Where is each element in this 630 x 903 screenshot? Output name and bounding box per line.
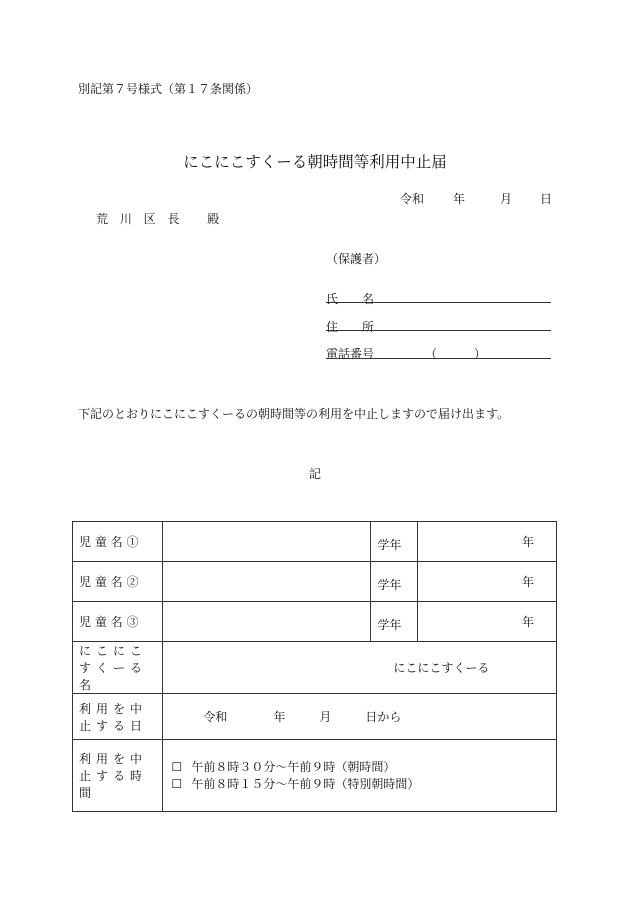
stop-date-field[interactable] — [163, 694, 557, 740]
option-special-morning — [171, 776, 550, 793]
phone-paren-close: ） — [474, 347, 487, 361]
address-field[interactable] — [326, 330, 551, 331]
stop-date-label: 利用を中止する日 — [73, 694, 163, 740]
option-morning — [171, 759, 550, 776]
child-name-field-3[interactable] — [163, 602, 371, 642]
grade-label-1: 学年 — [371, 522, 418, 562]
stop-date-row — [73, 694, 557, 740]
child-label-3: 児 童 名 ③ — [73, 602, 163, 642]
child-label-2: 児 童 名 ② — [73, 562, 163, 602]
child-name-field-1[interactable] — [163, 522, 371, 562]
date-month: 月 — [500, 192, 513, 206]
stop-time-label: 利用を中止する時間 — [73, 740, 163, 812]
application-table — [72, 521, 557, 812]
grade-field-2[interactable]: 年 — [417, 562, 556, 602]
date-era: 令和 — [400, 192, 425, 206]
ki-heading: 記 — [309, 467, 322, 481]
form-reference: 別記第７号様式（第１７条関係） — [78, 82, 259, 96]
grade-label-3: 学年 — [371, 602, 418, 642]
school-label: にこにこすくーる名 — [73, 642, 163, 694]
phone-label: 電話番号 — [326, 347, 375, 361]
stop-time-options — [163, 740, 557, 812]
guardian-heading: （保護者） — [326, 252, 387, 266]
address-label: 住 所 — [326, 320, 375, 334]
child-label-1: 児 童 名 ① — [73, 522, 163, 562]
addressee: 荒 川 区 長 殿 — [96, 212, 224, 226]
name-field[interactable] — [326, 302, 551, 303]
page-title: にこにこすくーる朝時間等利用中止届 — [183, 153, 447, 171]
stop-date-era: 令和 — [203, 710, 228, 724]
stop-date-day-from: 日から — [365, 710, 402, 724]
grade-field-3[interactable]: 年 — [417, 602, 556, 642]
phone-field[interactable] — [326, 358, 551, 359]
school-row — [73, 642, 557, 694]
phone-paren-open: （ — [425, 347, 438, 361]
stop-time-row — [73, 740, 557, 812]
option-morning-text: 午前８時３０分～午前９時（朝時間） — [191, 759, 396, 774]
stop-date-year: 年 — [273, 710, 286, 724]
child-row-2 — [73, 562, 557, 602]
checkbox-special-morning[interactable]: ☐ — [171, 776, 183, 791]
school-value: にこにこすくーる — [163, 642, 557, 694]
grade-label-2: 学年 — [371, 562, 418, 602]
option-special-morning-text: 午前８時１５分～午前９時（特別朝時間） — [191, 776, 420, 791]
checkbox-morning[interactable]: ☐ — [171, 759, 183, 774]
grade-field-1[interactable]: 年 — [417, 522, 556, 562]
child-row-1 — [73, 522, 557, 562]
stop-date-month: 月 — [319, 710, 332, 724]
statement: 下記のとおりにこにこすくーるの朝時間等の利用を中止しますので届け出ます。 — [78, 407, 510, 421]
date-year: 年 — [453, 192, 466, 206]
name-label: 氏 名 — [326, 292, 375, 306]
child-row-3 — [73, 602, 557, 642]
child-name-field-2[interactable] — [163, 562, 371, 602]
date-day: 日 — [540, 192, 553, 206]
